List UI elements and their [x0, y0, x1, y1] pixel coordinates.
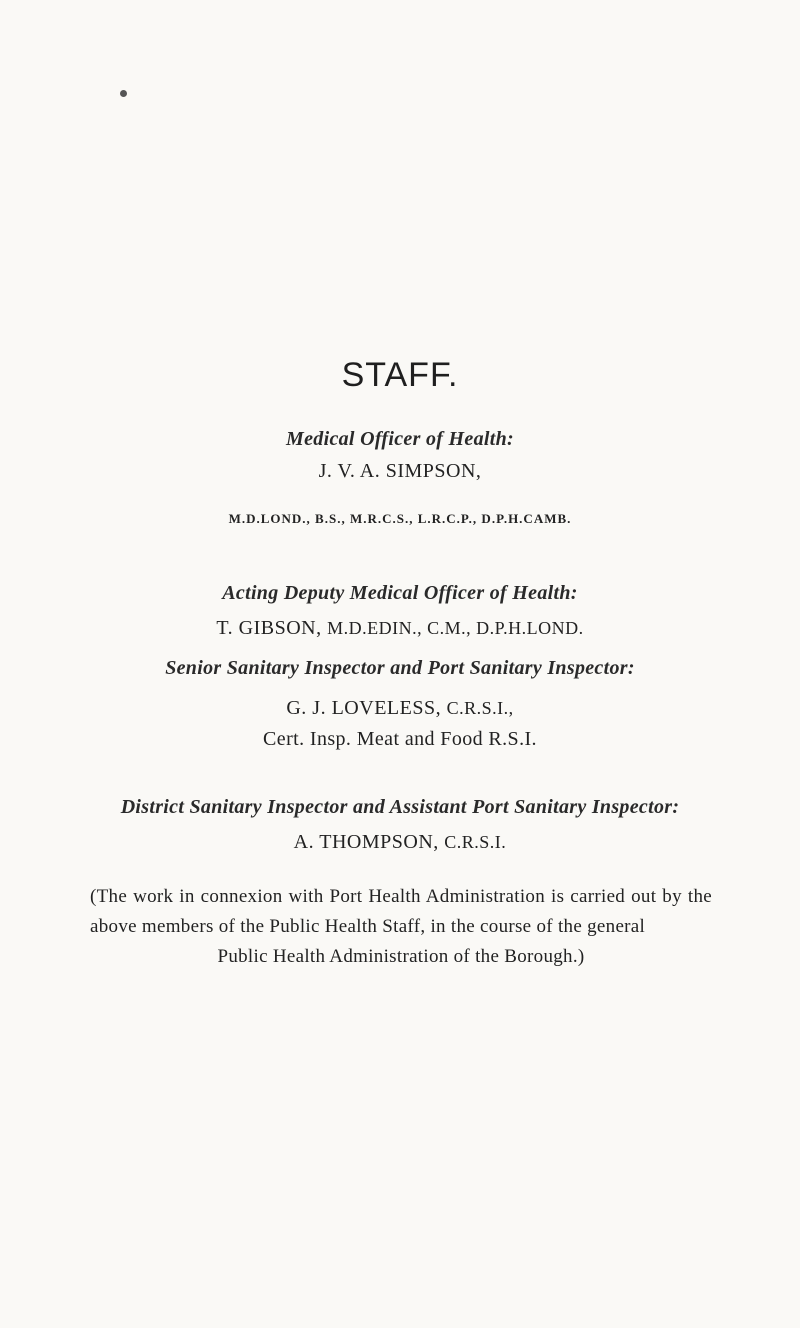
qualifications-thompson: C.R.S.I.	[444, 832, 507, 852]
name-gibson: T. GIBSON,	[216, 617, 322, 639]
note-paragraph: (The work in connexion with Port Health Administration is carried out by the above members of the Public Health Staff, in the course of the general	[90, 886, 712, 937]
qualifications-loveless: C.R.S.I.,	[446, 698, 514, 718]
page-mark	[120, 90, 127, 97]
note-last-line: Public Health Administration of the Borough.)	[217, 946, 585, 967]
role-district-sanitary-inspector: District Sanitary Inspector and Assistant Port Sanitary Inspector:	[120, 796, 680, 818]
name-thompson: A. THOMPSON,	[293, 831, 439, 853]
qualifications-simpson: M.D.LOND., B.S., M.R.C.S., L.R.C.P., D.P.H.CAMB.	[228, 511, 572, 526]
entry-gibson	[0, 617, 800, 640]
role-deputy-medical-officer	[0, 582, 800, 605]
entry-loveless	[0, 697, 800, 720]
page-title: STAFF.	[341, 356, 459, 394]
entry-thompson	[0, 831, 800, 854]
role-medical-officer: Medical Officer of Health:	[286, 428, 514, 450]
name-loveless: G. J. LOVELESS,	[286, 697, 442, 719]
administration-note	[90, 882, 712, 972]
certificate-loveless: Cert. Insp. Meat and Food R.S.I.	[263, 728, 537, 750]
role-deputy-text: Acting Deputy Medical Officer of Health:	[222, 582, 578, 604]
role-senior-sanitary-inspector: Senior Sanitary Inspector and Port Sanitary Inspector:	[165, 657, 635, 679]
name-simpson: J. V. A. SIMPSON,	[318, 460, 482, 482]
qualifications-gibson: M.D.EDIN., C.M., D.P.H.LOND.	[327, 618, 584, 638]
